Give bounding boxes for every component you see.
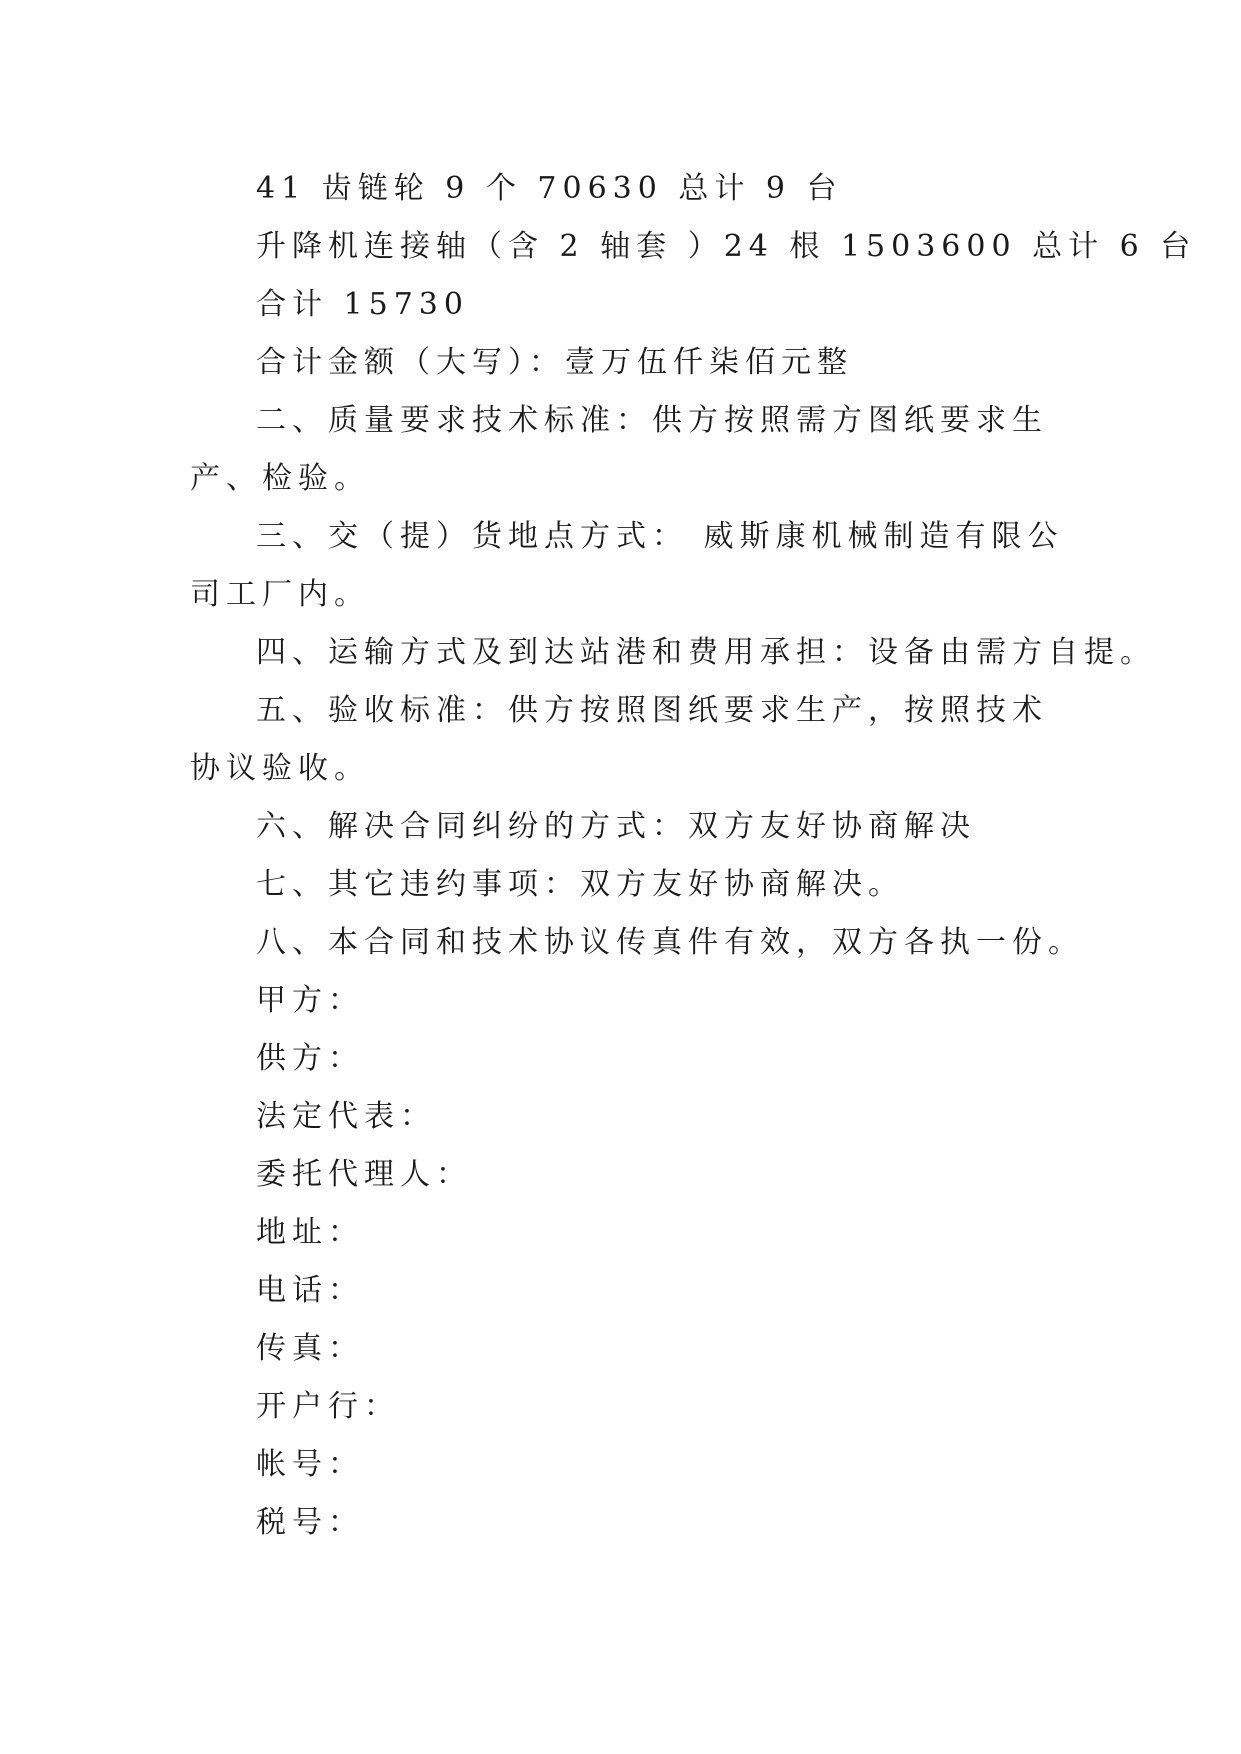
signature-phone: 电话： — [256, 1273, 364, 1308]
item-line-total-uppercase: 合计金额（大写）：壹万伍仟柒佰元整 — [256, 345, 853, 380]
signature-fax: 传真： — [256, 1331, 364, 1366]
signature-legal-rep: 法定代表： — [256, 1099, 436, 1134]
clause-validity: 八、本合同和技术协议传真件有效，双方各执一份。 — [256, 925, 1084, 960]
clause-delivery: 三、交（提）货地点方式： 威斯康机械制造有限公司工厂内。 — [190, 519, 1064, 612]
signature-bank: 开户行： — [256, 1389, 400, 1424]
signature-party-a: 甲方： — [256, 983, 364, 1018]
item-line-shaft: 升降机连接轴（含 2 轴套 ）24 根 1503600 总计 6 台 — [256, 229, 1197, 264]
contract-body — [190, 160, 1197, 1552]
clause-acceptance: 五、验收标准：供方按照图纸要求生产，按照技术协议验收。 — [190, 693, 1048, 786]
signature-tax-id: 税号： — [256, 1505, 364, 1540]
signature-supplier: 供方： — [256, 1041, 364, 1076]
item-line-sprocket: 41 齿链轮 9 个 70630 总计 9 台 — [256, 171, 843, 206]
signature-address: 地址： — [256, 1215, 364, 1250]
clause-quality: 二、质量要求技术标准：供方按照需方图纸要求生产、检验。 — [190, 403, 1048, 496]
item-line-subtotal: 合计 15730 — [256, 287, 469, 322]
clause-breach: 七、其它违约事项：双方友好协商解决。 — [256, 867, 904, 902]
clause-transport: 四、运输方式及到达站港和费用承担：设备由需方自提。 — [256, 635, 1156, 670]
signature-account: 帐号： — [256, 1447, 364, 1482]
clause-dispute: 六、解决合同纠纷的方式：双方友好协商解决 — [256, 809, 976, 844]
signature-agent: 委托代理人： — [256, 1157, 472, 1192]
